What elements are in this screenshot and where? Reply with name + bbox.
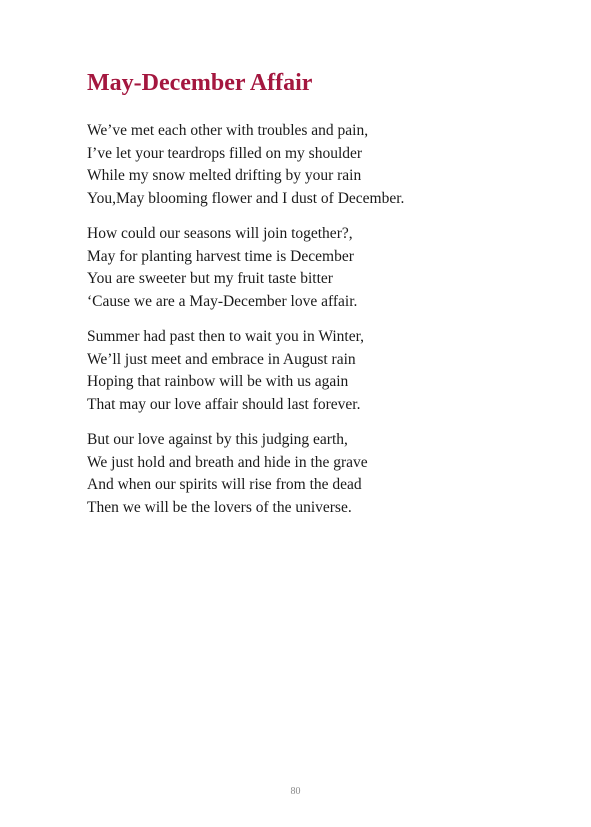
stanza-3 [87,326,547,416]
poem-line: Hoping that rainbow will be with us again [87,373,349,390]
poem-title: May-December Affair [87,70,313,96]
poem-line: You are sweeter but my fruit taste bitter [87,270,333,287]
poem-line: We’ve met each other with troubles and pain, [87,122,369,139]
poem-line: ‘Cause we are a May-December love affair. [87,292,358,310]
stanza-2 [87,223,547,313]
poem-line: Summer had past then to wait you in Winter, [87,328,364,345]
poem-line: I’ve let your teardrops filled on my shoulder [87,144,363,162]
poem-line: How could our seasons will join together?, [87,225,353,242]
page-number: 80 [290,786,301,797]
poem-body [87,120,547,532]
stanza-1 [87,120,547,210]
poem-line: While my snow melted drifting by your rain [87,167,362,184]
poem-line: That may our love affair should last forever. [87,395,361,413]
poem-line: You,May blooming flower and I dust of December. [87,189,405,207]
poem-line: Then we will be the lovers of the universe. [87,498,352,516]
poem-line: We just hold and breath and hide in the grave [87,453,368,471]
poem-line: But our love against by this judging earth, [87,431,348,448]
poem-line: We’ll just meet and embrace in August rain [87,350,356,368]
poem-line: May for planting harvest time is December [87,247,354,265]
stanza-4 [87,429,547,519]
poem-line: And when our spirits will rise from the dead [87,476,362,493]
